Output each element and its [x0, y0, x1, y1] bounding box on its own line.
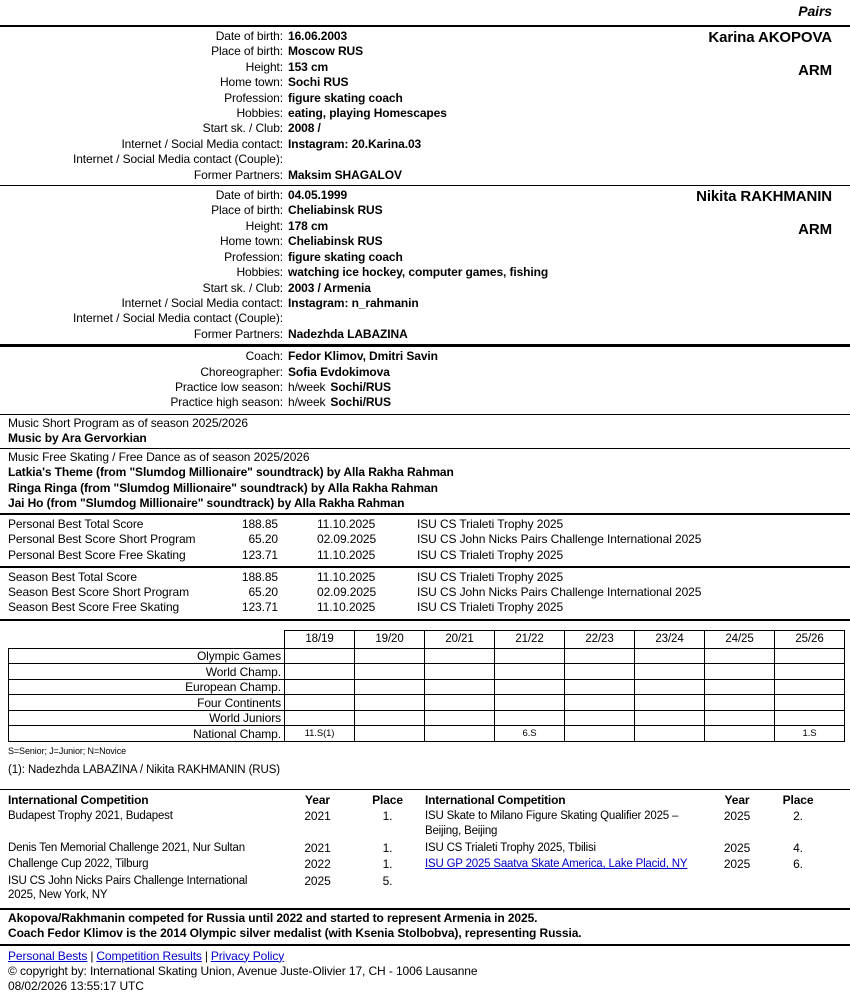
champ-result-cell: [285, 710, 355, 726]
competition-place: 4.: [793, 840, 803, 855]
bio-row: [0, 91, 850, 106]
season-header: 21/22: [495, 630, 565, 648]
personal-best-table: [0, 515, 850, 568]
score-event: ISU CS Trialeti Trophy 2025: [417, 600, 564, 615]
field-label: Choreographer:: [200, 364, 283, 379]
score-date: 02.09.2025: [317, 532, 377, 547]
field-value: [283, 311, 288, 326]
bio-row: [0, 395, 850, 410]
competition-year: 2025: [723, 809, 751, 824]
champ-result-cell: [635, 664, 705, 680]
champ-result-cell: [355, 710, 425, 726]
music-track: Ringa Ringa (from "Slumdog Millionaire" soundtrack) by Alla Rakha Rahman: [8, 480, 438, 495]
competition-header-row: [8, 792, 842, 809]
champ-row-label: World Champ.: [9, 664, 285, 680]
field-label: Internet / Social Media contact (Couple):: [72, 152, 283, 167]
score-label: Season Best Score Free Skating: [8, 600, 180, 615]
champ-result-cell: [285, 695, 355, 711]
field-label: Height:: [245, 218, 283, 233]
competition-name: ISU Skate to Milano Figure Skating Qualifier 2025 – Beijing, Beijing: [425, 810, 679, 837]
field-value: Instagram: n_rahmanin: [288, 295, 419, 310]
competition-name: Budapest Trophy 2021, Budapest: [8, 810, 173, 823]
skater-block-rakhmanin: [0, 186, 850, 347]
music-track: Latkia's Theme (from "Slumdog Millionaire" soundtrack) by Alla Rakha Rahman: [8, 465, 454, 480]
field-label: Profession:: [224, 90, 283, 105]
score-event: ISU CS Trialeti Trophy 2025: [417, 547, 564, 562]
field-prefix: h/week: [288, 379, 326, 394]
champ-result-cell: [425, 648, 495, 664]
field-label: Date of birth:: [215, 188, 283, 203]
champ-result-cell: [565, 695, 635, 711]
year-col-header: Year: [305, 792, 330, 807]
competition-year: 2025: [304, 873, 331, 888]
champ-result-cell: [635, 726, 705, 742]
privacy-policy-link[interactable]: Privacy Policy: [210, 948, 285, 963]
champ-result-cell: [495, 679, 565, 695]
score-value: 123.71: [241, 600, 278, 615]
score-value: 65.20: [248, 585, 278, 600]
bio-row: [0, 380, 850, 395]
competition-link-skate-america[interactable]: ISU GP 2025 Saatva Skate America, Lake Placid, NY: [425, 858, 688, 871]
champ-result-cell: [635, 695, 705, 711]
season-header: 20/21: [425, 630, 495, 648]
field-value: watching ice hockey, computer games, fishing: [288, 265, 549, 280]
competition-place: 5.: [382, 873, 393, 888]
champ-row-world-champ: [9, 664, 845, 680]
champ-result-cell: [565, 679, 635, 695]
field-prefix: h/week: [288, 395, 326, 410]
score-value: 188.85: [241, 516, 278, 531]
champ-result-cell: 1.S: [775, 726, 845, 742]
competition-year: 2021: [304, 809, 331, 824]
score-date: 11.10.2025: [317, 600, 376, 615]
skater-name: Nikita RAKHMANIN: [696, 188, 832, 206]
team-info-block: [0, 347, 850, 415]
competition-place: 6.: [793, 857, 803, 872]
champ-result-cell: [285, 664, 355, 680]
champ-result-cell: [425, 664, 495, 680]
field-value: 16.06.2003: [288, 29, 348, 43]
champ-result-cell: [705, 648, 775, 664]
champ-result-cell: [355, 695, 425, 711]
season-best-table: [0, 568, 850, 621]
champ-row-four-continents: [9, 695, 845, 711]
score-event: ISU CS John Nicks Pairs Challenge International 2025: [417, 532, 702, 547]
champ-result-cell: [355, 679, 425, 695]
field-label: Date of birth:: [215, 29, 283, 43]
champ-result-cell: [495, 664, 565, 680]
champ-result-cell: 11.S(1): [285, 726, 355, 742]
field-value: Sofia Evdokimova: [288, 364, 390, 379]
note-line: Akopova/Rakhmanin competed for Russia until 2022 and started to represent Armenia in 2025.: [8, 910, 538, 925]
score-value: 188.85: [241, 569, 278, 584]
competition-place: 2.: [793, 809, 803, 824]
champ-row-world-juniors: [9, 710, 845, 726]
competition-place: 1.: [382, 809, 393, 824]
champ-result-cell: [565, 648, 635, 664]
champ-result-cell: [565, 726, 635, 742]
score-date: 11.10.2025: [317, 547, 376, 562]
field-value: Instagram: 20.Karina.03: [288, 136, 422, 151]
competition-place: 1.: [382, 840, 393, 855]
bio-row: [0, 121, 850, 136]
champ-result-cell: [775, 679, 845, 695]
bio-row: [0, 106, 850, 121]
skater-block-akopova: [0, 27, 850, 186]
competition-row: [8, 840, 842, 857]
discipline-title: Pairs: [0, 0, 850, 27]
score-row: [0, 548, 850, 563]
competition-row: [8, 873, 842, 904]
bio-row: [0, 311, 850, 326]
score-row: [0, 585, 850, 600]
partner-footnote: (1): Nadezhda LABAZINA / Nikita RAKHMANIN (RUS): [8, 763, 281, 776]
champ-result-cell: [775, 710, 845, 726]
bio-row: [0, 44, 850, 59]
bio-row: [0, 349, 850, 364]
score-event: ISU CS Trialeti Trophy 2025: [417, 569, 564, 584]
field-label: Place of birth:: [211, 203, 283, 218]
champ-result-cell: [355, 726, 425, 742]
champ-result-cell: [565, 710, 635, 726]
season-header: 22/23: [565, 630, 635, 648]
score-event: ISU CS John Nicks Pairs Challenge International 2025: [417, 585, 702, 600]
champ-result-cell: [285, 679, 355, 695]
field-label: Practice high season:: [170, 395, 283, 410]
field-label: Coach:: [245, 349, 283, 364]
field-value: 178 cm: [288, 218, 329, 233]
champ-row-national-champ: [9, 726, 845, 742]
competition-name: ISU CS John Nicks Pairs Challenge International 2025, New York, NY: [8, 874, 248, 902]
footer-links: [0, 946, 850, 964]
personal-bests-link[interactable]: Personal Bests: [8, 948, 88, 963]
champ-result-cell: [705, 710, 775, 726]
score-label: Personal Best Score Free Skating: [8, 547, 186, 562]
champ-row-label: World Juniors: [9, 710, 285, 726]
champ-result-cell: [425, 695, 495, 711]
bio-row: [0, 203, 850, 218]
championships-table: [8, 630, 845, 742]
bio-row: [0, 60, 850, 75]
score-row: [0, 600, 850, 615]
champ-result-cell: [565, 664, 635, 680]
level-legend: S=Senior; J=Junior; N=Novice: [8, 745, 127, 756]
score-row: [0, 532, 850, 547]
bio-row: [0, 152, 850, 167]
competition-year: 2025: [723, 840, 751, 855]
champ-result-cell: [355, 648, 425, 664]
field-value: Sochi/RUS: [330, 379, 391, 394]
competition-col-header: International Competition: [425, 792, 566, 807]
field-value: Maksim SHAGALOV: [288, 167, 402, 182]
link-separator: |: [204, 948, 208, 963]
season-header: 24/25: [705, 630, 775, 648]
season-header: 19/20: [355, 630, 425, 648]
field-value: Cheliabinsk RUS: [288, 203, 383, 218]
score-date: 11.10.2025: [317, 516, 376, 531]
music-track: Jai Ho (from "Slumdog Millionaire" soundtrack) by Alla Rakha Rahman: [8, 495, 405, 510]
bio-row: [0, 234, 850, 249]
score-row: [0, 570, 850, 585]
score-value: 123.71: [241, 547, 278, 562]
score-event: ISU CS Trialeti Trophy 2025: [417, 516, 564, 531]
champ-result-cell: 6.S: [495, 726, 565, 742]
bio-row: [0, 265, 850, 280]
competition-year: 2022: [304, 857, 331, 872]
champ-result-cell: [775, 648, 845, 664]
bio-row: [0, 75, 850, 90]
competition-year: 2021: [304, 840, 331, 855]
champ-result-cell: [705, 664, 775, 680]
note-line: Coach Fedor Klimov is the 2014 Olympic silver medalist (with Ksenia Stolbobva), representing Russia.: [8, 926, 582, 941]
field-label: Internet / Social Media contact:: [121, 295, 283, 310]
field-label: Hobbies:: [236, 265, 283, 280]
bio-row: [0, 250, 850, 265]
skater-name: Karina AKOPOVA: [708, 29, 832, 46]
score-value: 65.20: [248, 532, 278, 547]
field-label: Home town:: [219, 75, 283, 90]
season-header: 25/26: [775, 630, 845, 648]
music-short-heading: Music Short Program as of season 2025/2026: [8, 415, 248, 430]
score-row: [0, 517, 850, 532]
bio-row: [0, 168, 850, 183]
score-label: Personal Best Score Short Program: [8, 532, 196, 547]
field-value: Cheliabinsk RUS: [288, 234, 383, 249]
field-label: Former Partners:: [193, 167, 283, 182]
score-label: Personal Best Total Score: [8, 516, 144, 531]
champ-result-cell: [705, 679, 775, 695]
bio-row: [0, 281, 850, 296]
competition-name: Denis Ten Memorial Challenge 2021, Nur Sultan: [8, 841, 245, 854]
champ-result-cell: [425, 710, 495, 726]
bio-row: [0, 296, 850, 311]
competition-year: 2025: [723, 857, 751, 872]
competition-name: ISU CS Trialeti Trophy 2025, Tbilisi: [425, 841, 596, 854]
field-label: Former Partners:: [193, 326, 283, 341]
bio-row: [0, 365, 850, 380]
competition-row: [8, 808, 842, 839]
champ-result-cell: [495, 710, 565, 726]
link-separator: |: [90, 948, 94, 963]
season-header: 18/19: [285, 630, 355, 648]
year-col-header: Year: [724, 792, 750, 807]
field-value: figure skating coach: [288, 249, 403, 264]
place-col-header: Place: [372, 792, 403, 807]
bio-row: [0, 219, 850, 234]
field-value: 04.05.1999: [288, 188, 348, 203]
field-value: Fedor Klimov, Dmitri Savin: [288, 349, 438, 364]
season-header: 23/24: [635, 630, 705, 648]
champ-row-label: Four Continents: [9, 695, 285, 711]
field-value: figure skating coach: [288, 90, 403, 105]
champ-result-cell: [775, 664, 845, 680]
competition-name: Challenge Cup 2022, Tilburg: [8, 858, 149, 871]
music-free-skating-block: [0, 449, 850, 515]
champ-result-cell: [495, 695, 565, 711]
field-label: Profession:: [224, 249, 283, 264]
score-label: Season Best Total Score: [8, 569, 137, 584]
field-label: Home town:: [219, 234, 283, 249]
champ-result-cell: [705, 695, 775, 711]
season-header-row: [9, 630, 845, 648]
skater-nation: ARM: [798, 221, 832, 239]
champ-result-cell: [425, 726, 495, 742]
music-short-program-block: [0, 415, 850, 449]
field-value: 2008 /: [288, 121, 321, 136]
champ-result-cell: [425, 679, 495, 695]
champ-result-cell: [285, 648, 355, 664]
champ-row-european-champ: [9, 679, 845, 695]
champ-result-cell: [355, 664, 425, 680]
field-label: Hobbies:: [236, 106, 283, 121]
field-value: Sochi RUS: [288, 75, 349, 90]
champ-result-cell: [775, 695, 845, 711]
skater-nation: ARM: [798, 62, 832, 79]
competition-results-link[interactable]: Competition Results: [96, 948, 202, 963]
field-label: Place of birth:: [211, 44, 283, 59]
field-value: eating, playing Homescapes: [288, 106, 447, 121]
field-label: Start sk. / Club:: [202, 121, 283, 136]
competition-col-header: International Competition: [8, 792, 149, 807]
field-label: Height:: [245, 59, 283, 74]
field-value: [283, 152, 288, 167]
notes-block: [0, 908, 850, 946]
competition-place: 1.: [382, 857, 393, 872]
field-label: Internet / Social Media contact:: [121, 136, 283, 151]
score-date: 11.10.2025: [317, 569, 376, 584]
field-label: Practice low season:: [174, 379, 283, 394]
music-free-heading: Music Free Skating / Free Dance as of season 2025/2026: [8, 450, 310, 465]
champ-row-label: Olympic Games: [9, 648, 285, 664]
competition-row: [8, 856, 842, 873]
generated-timestamp: 08/02/2026 13:55:17 UTC: [8, 978, 144, 993]
champ-result-cell: [635, 679, 705, 695]
place-col-header: Place: [782, 792, 814, 807]
field-label: Internet / Social Media contact (Couple):: [72, 311, 283, 326]
field-value: 2003 / Armenia: [288, 280, 371, 295]
champ-result-cell: [495, 648, 565, 664]
field-value: 153 cm: [288, 59, 329, 74]
champ-result-cell: [705, 726, 775, 742]
champ-result-cell: [635, 648, 705, 664]
field-label: Start sk. / Club:: [202, 280, 283, 295]
bio-row: [0, 327, 850, 342]
score-date: 02.09.2025: [317, 585, 377, 600]
champ-row-olympic-games: [9, 648, 845, 664]
champ-row-label: European Champ.: [9, 679, 285, 695]
field-value: Nadezhda LABAZINA: [288, 326, 408, 341]
field-value: Sochi/RUS: [330, 395, 391, 410]
bio-row: [0, 137, 850, 152]
music-track: Music by Ara Gervorkian: [8, 430, 147, 445]
champ-result-cell: [635, 710, 705, 726]
field-value: Moscow RUS: [288, 44, 364, 59]
champ-row-label: National Champ.: [9, 726, 285, 742]
copyright-line: © copyright by: International Skating Union, Avenue Juste-Olivier 17, CH - 1006 Lausanne: [8, 963, 478, 978]
score-label: Season Best Score Short Program: [8, 585, 189, 600]
international-competitions-section: [0, 789, 850, 908]
